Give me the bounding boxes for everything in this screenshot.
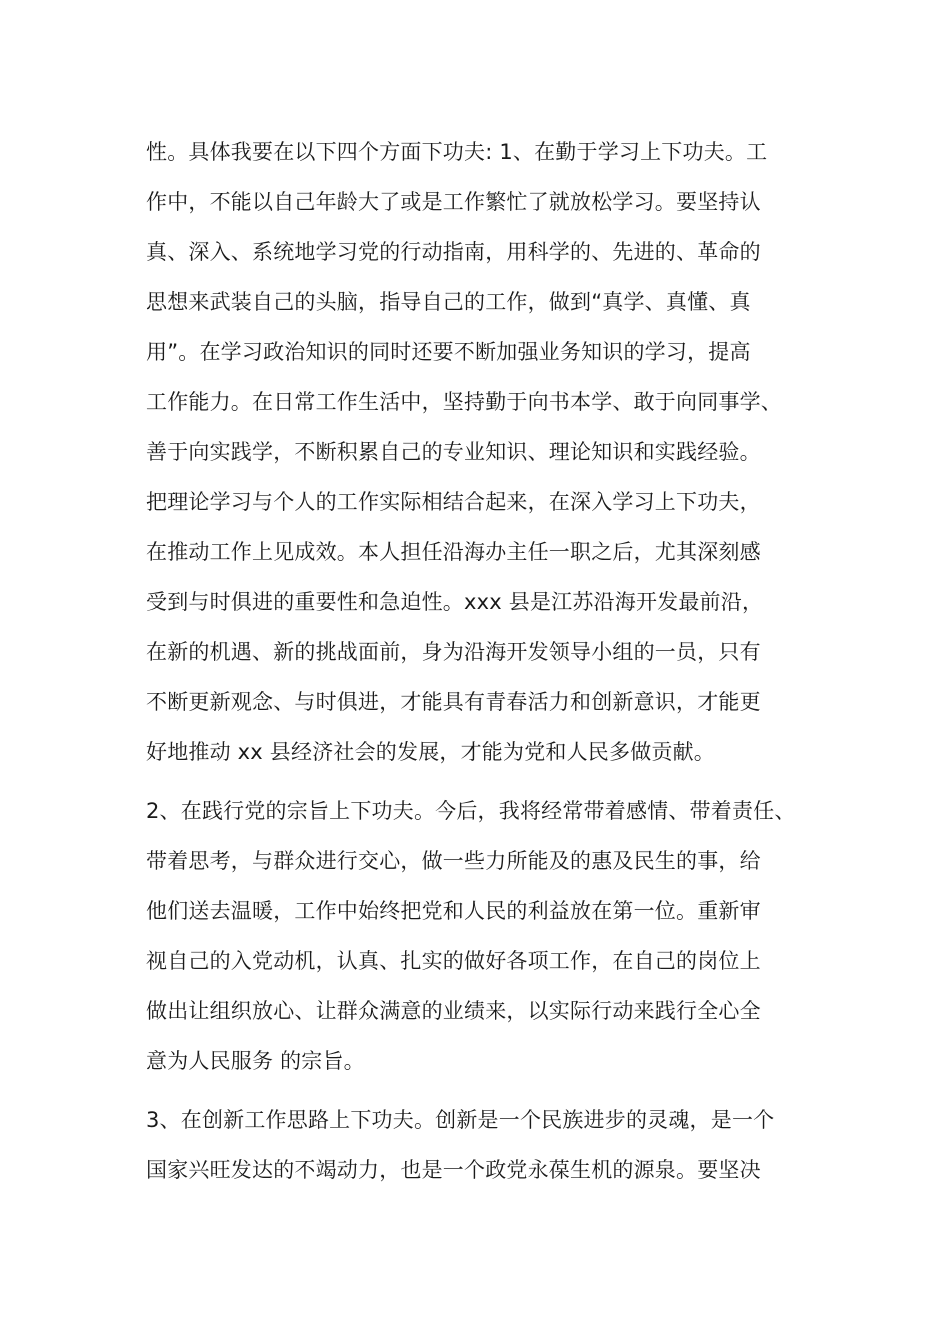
text-line: 把理论学习与个人的工作实际相结合起来，在深入学习上下功夫， (146, 490, 761, 514)
text-line: 意为人民服务 的宗旨。 (146, 1049, 365, 1073)
text-line: 不断更新观念、与时俱进，才能具有青春活力和创新意识，才能更 (146, 690, 761, 714)
paragraph-party-purpose (146, 786, 836, 1086)
text-line: 思想来武装自己的头脑，指导自己的工作，做到“真学、真懂、真 (146, 290, 751, 314)
paragraph-study (146, 127, 836, 777)
text-line: 在推动工作上见成效。本人担任沿海办主任一职之后，尤其深刻感 (146, 540, 761, 564)
text-line: 2、在践行党的宗旨上下功夫。今后，我将经常带着感情、带着责任、 (146, 799, 796, 823)
paragraph-innovation (146, 1095, 836, 1195)
text-line: 好地推动 xx 县经济社会的发展，才能为党和人民多做贡献。 (146, 740, 716, 764)
text-line: 性。具体我要在以下四个方面下功夫: 1、在勤于学习上下功夫。工 (146, 140, 768, 164)
text-line: 他们送去温暖，工作中始终把党和人民的利益放在第一位。重新审 (146, 899, 761, 923)
text-line: 受到与时俱进的重要性和急迫性。xxx 县是江苏沿海开发最前沿， (146, 590, 764, 614)
text-line: 国家兴旺发达的不竭动力，也是一个政党永葆生机的源泉。要坚决 (146, 1158, 761, 1182)
text-line: 善于向实践学，不断积累自己的专业知识、理论知识和实践经验。 (146, 440, 761, 464)
text-line: 带着思考，与群众进行交心，做一些力所能及的惠及民生的事，给 (146, 849, 761, 873)
text-line: 在新的机遇、新的挑战面前，身为沿海开发领导小组的一员，只有 (146, 640, 761, 664)
text-line: 做出让组织放心、让群众满意的业绩来，以实际行动来践行全心全 (146, 999, 761, 1023)
text-line: 视自己的入党动机，认真、扎实的做好各项工作，在自己的岗位上 (146, 949, 761, 973)
text-line: 3、在创新工作思路上下功夫。创新是一个民族进步的灵魂，是一个 (146, 1108, 775, 1132)
text-line: 作中，不能以自己年龄大了或是工作繁忙了就放松学习。要坚持认 (146, 190, 761, 214)
text-line: 用”。在学习政治知识的同时还要不断加强业务知识的学习，提高 (146, 340, 751, 364)
text-line: 工作能力。在日常工作生活中，坚持勤于向书本学、敢于向同事学、 (146, 390, 782, 414)
text-line: 真、深入、系统地学习党的行动指南，用科学的、先进的、革命的 (146, 240, 761, 264)
